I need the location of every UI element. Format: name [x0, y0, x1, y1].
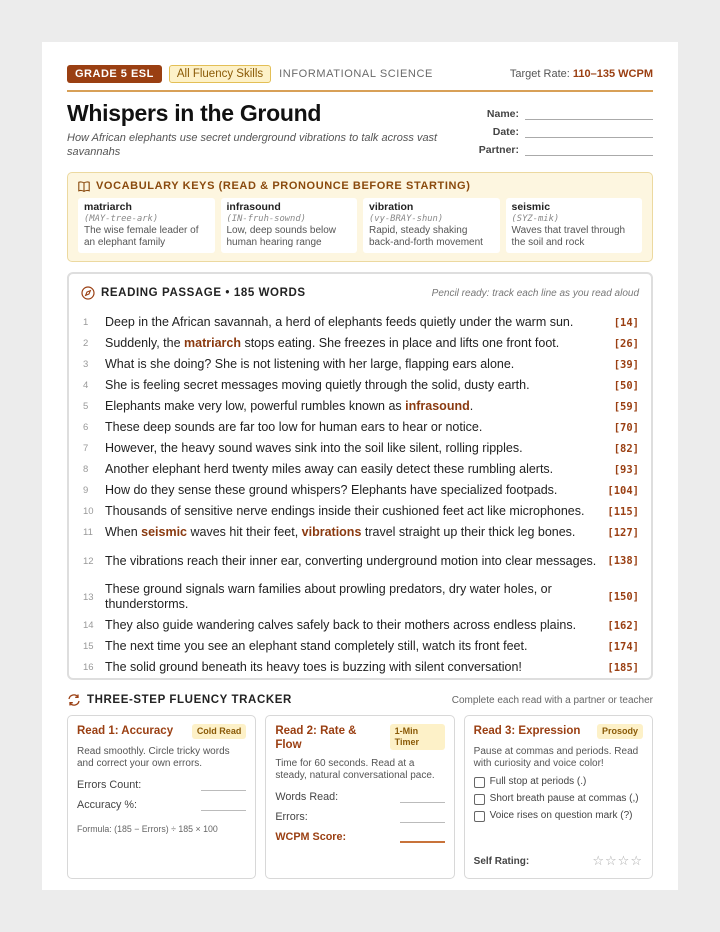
- line-text: [105, 618, 599, 633]
- word-count: [174]: [607, 640, 639, 653]
- text-segment: Elephants make very low, powerful rumbles known as: [105, 399, 406, 413]
- passage-line: [81, 333, 639, 354]
- card-description: Time for 60 seconds. Read at a steady, natural conversational pace.: [275, 758, 435, 781]
- compass-icon: [81, 286, 95, 300]
- text-segment: However, the heavy sound waves sink into the soil like silent, rolling ripples.: [105, 441, 523, 455]
- card-description: Pause at commas and periods. Read with curiosity and voice color!: [473, 746, 639, 769]
- line-text: [105, 441, 599, 456]
- word-count: [127]: [607, 526, 639, 539]
- passage-lines: [81, 312, 639, 678]
- text-segment: Deep in the African savannah, a herd of elephants feeds quietly under the warm sun.: [105, 315, 574, 329]
- line-text: [105, 420, 599, 435]
- passage-line: [81, 375, 639, 396]
- vocabulary-box: [67, 172, 653, 262]
- vocab-highlight: matriarch: [184, 336, 241, 350]
- card-badge: 1-Min Timer: [390, 724, 445, 750]
- word-count: [104]: [607, 484, 639, 497]
- line-number: 10: [83, 506, 94, 517]
- word-count: [50]: [613, 379, 639, 392]
- vocab-highlight: infrasound: [405, 399, 470, 413]
- passage-line: [81, 396, 639, 417]
- line-text: [105, 462, 599, 477]
- line-number: 3: [83, 359, 89, 370]
- text-segment: When: [105, 525, 142, 539]
- vocab-highlight: vibrations: [301, 525, 362, 539]
- word-count: [59]: [613, 400, 639, 413]
- cycle-arrows-icon: [67, 693, 81, 707]
- text-segment: Another elephant herd twenty miles away can easily detect these rumbling alerts.: [105, 462, 554, 476]
- line-text: [105, 483, 599, 498]
- text-segment: .: [469, 399, 474, 413]
- word-count: [70]: [613, 421, 639, 434]
- word-count: [115]: [607, 505, 639, 518]
- text-segment: stops eating. She freezes in place and lifts one front foot.: [240, 336, 560, 350]
- grade-badge: GRADE 5 ESL: [67, 65, 162, 83]
- text-segment: These ground signals warn families about prowling predators, dry water holes, or thunderstorms.: [105, 582, 552, 611]
- line-number: 11: [83, 527, 93, 538]
- skills-badge: All Fluency Skills: [169, 65, 271, 83]
- passage-note: Pencil ready: track each line as you read aloud: [431, 287, 639, 299]
- text-segment: Thousands of sensitive nerve endings inside their cushioned feet act like microphones.: [105, 504, 585, 518]
- word-count: [185]: [607, 661, 639, 674]
- line-number: 9: [83, 485, 89, 496]
- errors-count-field[interactable]: Errors Count:: [77, 779, 246, 791]
- student-fields: [473, 102, 653, 156]
- text-segment: The next time you see an elephant stand completely still, watch its front feet.: [105, 639, 528, 653]
- word-count: [82]: [613, 442, 639, 455]
- target-rate: Target Rate: 110–135 WCPM: [509, 68, 653, 80]
- accuracy-formula: Formula: (185 − Errors) ÷ 185 × 100: [77, 824, 218, 834]
- words-read-field[interactable]: Words Read:: [275, 791, 444, 803]
- vocab-card-vibration: vibration (vy-BRAY-shun) Rapid, steady shaking back-and-forth movement: [363, 198, 500, 253]
- read2-rate-card: [265, 715, 454, 879]
- text-segment: The vibrations reach their inner ear, converting underground motion into clear messages.: [105, 553, 597, 568]
- tracker-note: Complete each read with a partner or teacher: [451, 694, 653, 706]
- card-badge: Prosody: [597, 724, 643, 739]
- line-text: [105, 504, 599, 519]
- card-description: Read smoothly. Circle tricky words and correct your own errors.: [77, 746, 230, 769]
- checkbox[interactable]: [474, 794, 485, 805]
- passage-line: [81, 354, 639, 375]
- line-number: 13: [83, 591, 94, 603]
- line-number: 5: [83, 401, 89, 412]
- word-count: [150]: [607, 591, 639, 603]
- check-question-mark[interactable]: Voice rises on question mark (?): [474, 810, 643, 822]
- page-subtitle: How African elephants use secret underground vibrations to talk across vast savannahs: [67, 132, 438, 158]
- subject-label: INFORMATIONAL SCIENCE: [279, 68, 433, 80]
- text-segment: The solid ground beneath its heavy toes is buzzing with silent conversation!: [105, 660, 522, 674]
- passage-line: [81, 480, 639, 501]
- passage-line: [81, 657, 639, 678]
- vocabulary-heading: VOCABULARY KEYS (READ & PRONOUNCE BEFORE STARTING): [78, 180, 642, 192]
- check-periods[interactable]: Full stop at periods (.): [474, 776, 643, 788]
- passage-title: READING PASSAGE • 185 WORDS: [101, 287, 306, 299]
- word-count: [162]: [607, 619, 639, 632]
- line-text: [105, 315, 599, 330]
- tracker-header: [67, 692, 653, 708]
- vocab-card-matriarch: matriarch (MAY-tree-ark) The wise female leader of an elephant family: [78, 198, 215, 253]
- vocab-card-seismic: seismic (SYZ-mik) Waves that travel through the soil and rock: [506, 198, 643, 253]
- line-text: [105, 554, 599, 569]
- worksheet-page: [42, 42, 678, 890]
- text-segment: These deep sounds are far too low for human ears to hear or notice.: [105, 420, 483, 434]
- passage-line: [81, 417, 639, 438]
- passage-line: [81, 636, 639, 657]
- word-count: [26]: [613, 337, 639, 350]
- passage-line: [81, 501, 639, 522]
- read1-accuracy-card: [67, 715, 256, 879]
- passage-line: [81, 459, 639, 480]
- text-segment: travel straight up their thick leg bones.: [361, 525, 576, 539]
- self-rating: Self Rating: ☆☆☆☆: [473, 853, 643, 868]
- tracker-title: THREE-STEP FLUENCY TRACKER: [87, 694, 292, 706]
- title-block: [67, 100, 653, 170]
- line-number: 7: [83, 443, 89, 454]
- line-number: 12: [83, 555, 94, 567]
- vocab-highlight: seismic: [141, 525, 188, 539]
- name-field[interactable]: Name:: [473, 102, 653, 120]
- line-text: [105, 336, 599, 351]
- partner-field[interactable]: Partner:: [473, 138, 653, 156]
- header-divider: [67, 90, 653, 92]
- line-number: 6: [83, 422, 89, 433]
- text-segment: She is feeling secret messages moving quietly through the solid, dusty earth.: [105, 378, 530, 392]
- line-number: 14: [83, 620, 94, 631]
- line-text: [105, 525, 599, 540]
- errors-field[interactable]: Errors:: [275, 811, 444, 823]
- word-count: [138]: [607, 555, 639, 567]
- line-number: 1: [83, 317, 89, 328]
- page-title: Whispers in the Ground: [67, 100, 322, 126]
- text-segment: How do they sense these ground whispers? Elephants have specialized footpads.: [105, 483, 558, 497]
- wcpm-score-field[interactable]: WCPM Score:: [275, 831, 444, 843]
- passage-line: [81, 312, 639, 333]
- card-title: Read 2: Rate & Flow: [275, 725, 357, 751]
- line-number: 15: [83, 641, 94, 652]
- accuracy-field[interactable]: Accuracy %:: [77, 799, 246, 811]
- checkbox[interactable]: [474, 811, 485, 822]
- star-rating-icon[interactable]: ☆☆☆☆: [592, 853, 643, 868]
- line-number: 8: [83, 464, 89, 475]
- word-count: [93]: [613, 463, 639, 476]
- card-title: Read 3: Expression: [473, 725, 581, 737]
- line-text: [105, 582, 599, 612]
- word-count: [14]: [613, 316, 639, 329]
- top-bar: [67, 64, 653, 84]
- text-segment: waves hit their feet,: [187, 525, 302, 539]
- date-field[interactable]: Date:: [473, 120, 653, 138]
- checkbox[interactable]: [474, 777, 485, 788]
- card-title: Read 1: Accuracy: [77, 725, 174, 737]
- word-count: [39]: [613, 358, 639, 371]
- passage-line: [81, 579, 639, 615]
- line-number: 4: [83, 380, 89, 391]
- line-text: [105, 357, 599, 372]
- line-number: 2: [83, 338, 89, 349]
- passage-line: [81, 543, 639, 579]
- passage-header: [81, 284, 639, 302]
- vocab-card-infrasound: infrasound (IN-fruh-sownd) Low, deep sounds below human hearing range: [221, 198, 358, 253]
- passage-line: [81, 438, 639, 459]
- passage-line: [81, 522, 639, 543]
- line-text: [105, 378, 599, 393]
- check-commas[interactable]: Short breath pause at commas (,): [474, 793, 643, 805]
- text-segment: What is she doing? She is not listening with her large, flapping ears alone.: [105, 357, 515, 371]
- reading-passage: [67, 272, 653, 680]
- read3-expression-card: [464, 715, 653, 879]
- text-segment: They also guide wandering calves safely back to their mothers across endless plains.: [105, 618, 577, 632]
- passage-line: [81, 615, 639, 636]
- book-icon: [78, 181, 90, 192]
- line-number: 16: [83, 662, 94, 673]
- text-segment: Suddenly, the: [105, 336, 184, 350]
- line-text: [105, 660, 599, 675]
- card-badge: Cold Read: [192, 724, 247, 739]
- line-text: [105, 399, 599, 414]
- line-text: [105, 639, 599, 654]
